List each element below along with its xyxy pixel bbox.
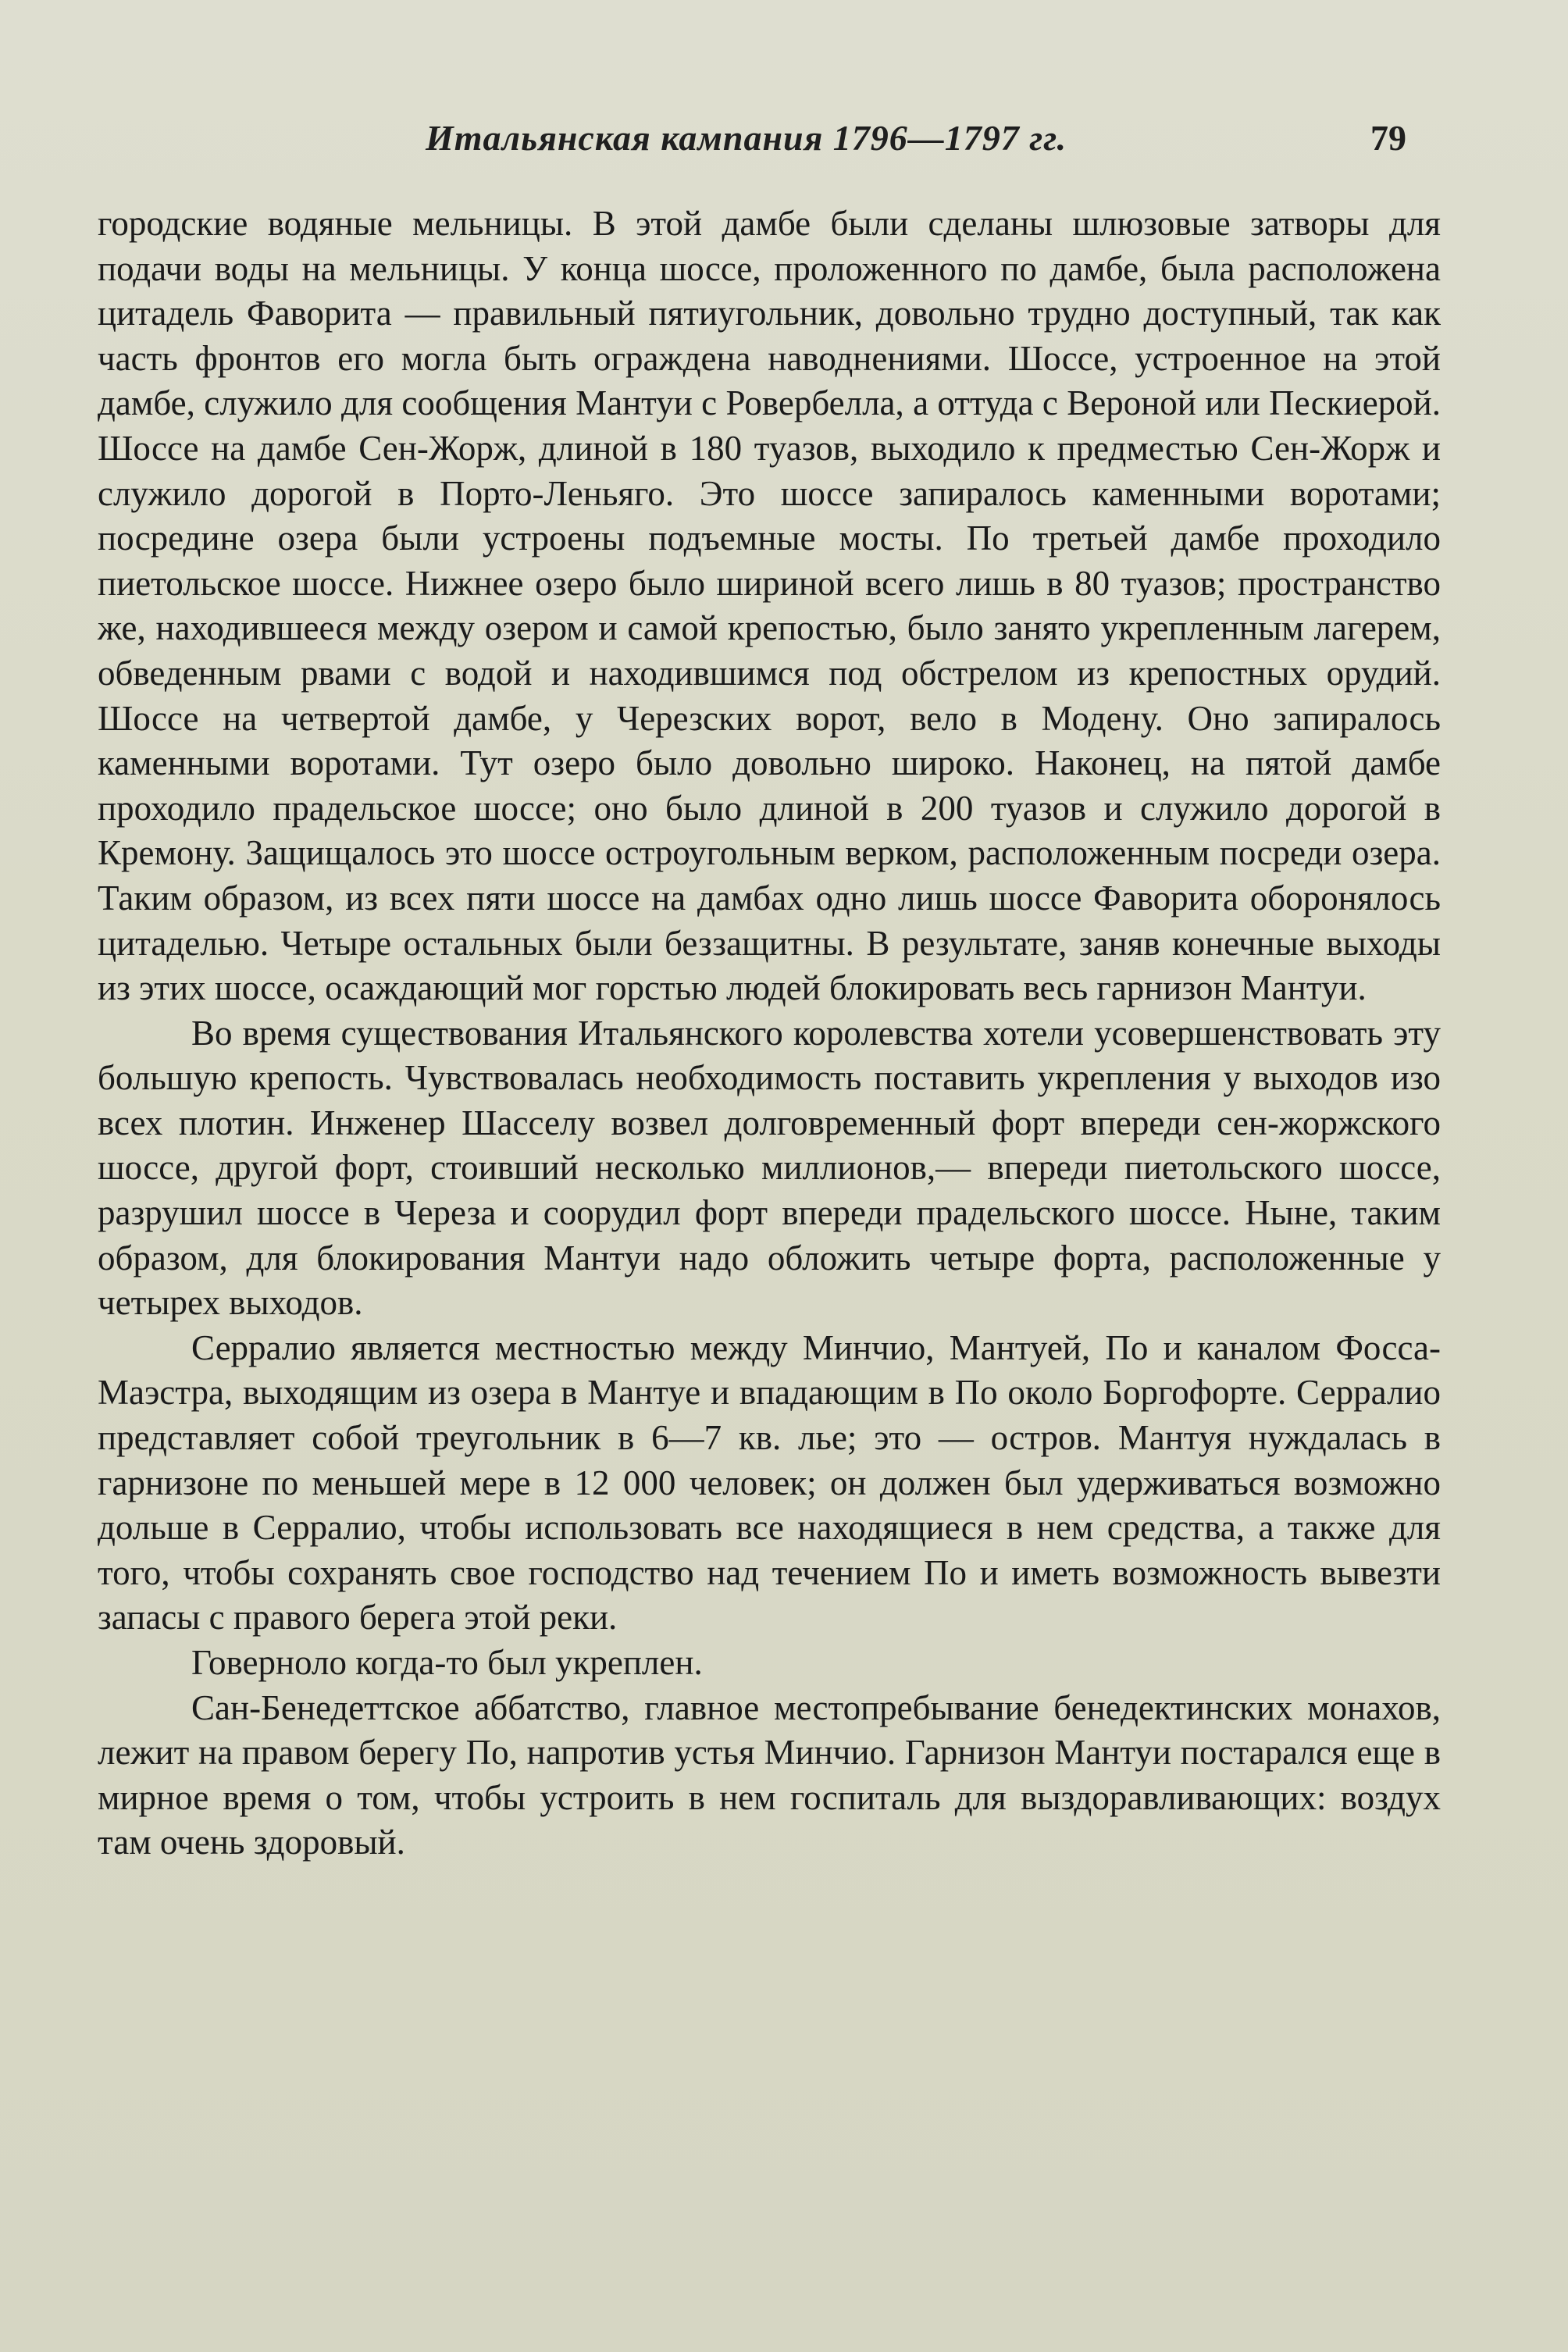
page-number: 79 — [1370, 118, 1406, 158]
page-header — [0, 117, 1568, 164]
paragraph: городские водяные мельницы. В этой дамбе были сделаны шлюзовые затворы для подачи воды на мельницы. У конца шоссе, проложенного по дамбе, была расположена цитадель Фаворита — правильный пятиугольник, довольно трудно доступный, так как часть фронтов его могла быть ограждена наводнениями. Шоссе, устроенное на этой дамбе, служило для сообщения Мантуи с Ровербелла, а оттуда с Вероной или Пескиерой. Шоссе на дамбе Сен-Жорж, длиной в 180 туазов, выходило к предместью Сен-Жорж и служило дорогой в Порто-Леньяго. Это шоссе запиралось каменными воротами; посредине озера были устроены подъемные мосты. По третьей дамбе проходило пиетольское шоссе. Нижнее озеро было шириной всего лишь в 80 туазов; пространство же, находившееся между озером и самой крепостью, было занято укрепленным лагерем, обведенным рвами с водой и находившимся под обстрелом из крепостных орудий. Шоссе на четвертой дамбе, у Черезских ворот, вело в Модену. Оно запиралось каменными воротами. Тут озеро было довольно широко. Наконец, на пятой дамбе проходило прадельское шоссе; оно было длиной в 200 туазов и служило дорогой в Кремону. Защищалось это шоссе остроугольным верком, расположенным посреди озера. Таким образом, из всех пяти шоссе на дамбах одно лишь шоссе Фаворита оборонялось цитаделью. Четыре остальных были беззащитны. В результате, заняв конечные выходы из этих шоссе, осаждающий мог горстью людей блокировать весь гарнизон Мантуи. — [98, 204, 1441, 1008]
paragraph: Серралио является местностью между Минчио, Мантуей, По и каналом Фосса-Маэстра, выходящим из озера в Мантуе и впадающим в По около Боргофорте. Серралио представляет собой треугольник в 6—7 кв. лье; это — остров. Мантуя нуждалась в гарнизоне по меньшей мере в 12 000 человек; он должен был удерживаться возможно дольше в Серралио, чтобы использовать все находящиеся в нем средства, а также для того, чтобы сохранять свое господство над течением По и иметь возможность вывезти запасы с правого берега этой реки. — [98, 1327, 1441, 1637]
running-title: Итальянская кампания 1796—1797 гг. — [426, 118, 1067, 158]
body-text — [98, 201, 1441, 1866]
paragraph: Во время существования Итальянского королевства хотели усовершенствовать эту большую крепость. Чувствовалась необходимость поставить укрепления у выходов изо всех плотин. Инженер Шасселу возвел долговременный форт впереди сен-жоржского шоссе, другой форт, стоивший несколько миллионов,— впереди пиетольского шоссе, разрушил шоссе в Череза и соорудил форт впереди прадельского шоссе. Ныне, таким образом, для блокирования Мантуи надо обложить четыре форта, расположенные у четырех выходов. — [98, 1013, 1441, 1323]
paragraph: Сан-Бенедеттское аббатство, главное местопребывание бенедектинских монахов, лежит на правом берегу По, напротив устья Минчио. Гарнизон Мантуи постарался еще в мирное время о том, чтобы устроить в нем госпиталь для выздоравливающих: воздух там очень здоровый. — [98, 1687, 1441, 1862]
paragraph: Говерноло когда-то был укреплен. — [191, 1643, 703, 1682]
